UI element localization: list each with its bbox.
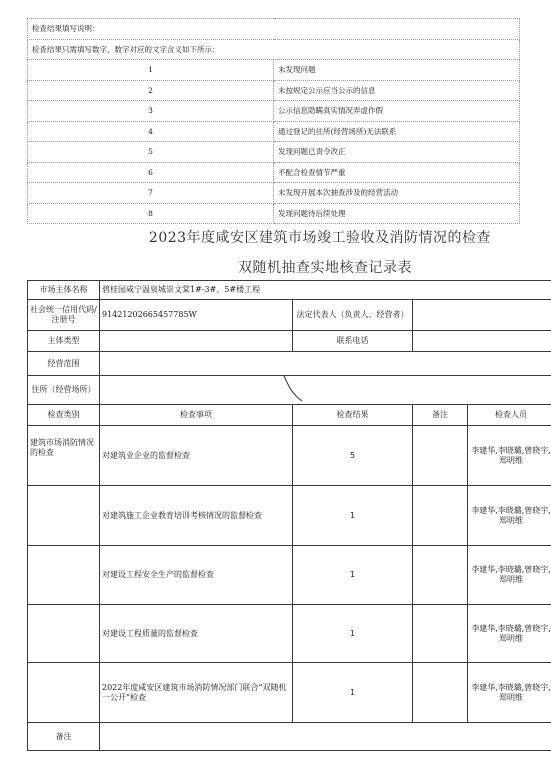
row-remark[interactable] (413, 426, 468, 486)
credit-value[interactable]: 91421202665457785W (100, 300, 293, 331)
record-table (27, 280, 551, 751)
type-label: 主体类型 (28, 331, 100, 352)
row-item: 对建筑施工企业教育培训考核情况的监督检查 (100, 486, 293, 546)
legal-value[interactable] (413, 300, 551, 331)
legend-code: 5 (28, 142, 274, 163)
row-result[interactable]: 1 (293, 546, 413, 605)
legend-text: 通过登记的住所(经营场所)无法联系 (274, 121, 520, 142)
scope-row (28, 352, 551, 376)
row-result[interactable]: 1 (293, 663, 413, 723)
credit-label: 社会统一信用代码/注册号 (28, 300, 100, 331)
row-item: 对建设工程安全生产的监督检查 (100, 546, 293, 605)
row-item: 对建筑业企业的监督检查 (100, 426, 293, 486)
legend-text: 未发现问题 (274, 60, 520, 81)
legend-text: 发现问题待后续处理 (274, 203, 520, 224)
row-remark[interactable] (413, 663, 468, 723)
legend-code: 1 (28, 60, 274, 81)
row-item: 2022年度咸安区建筑市场消防情况部门联合“双随机一公开”检查 (100, 663, 293, 723)
row-result[interactable]: 1 (293, 486, 413, 546)
row-inspector: 李建华,李晓璐,曾晓宇,郑明维 (468, 605, 551, 663)
legend-code: 3 (28, 101, 274, 122)
page-subtitle: 双随机抽查实地核查记录表 (238, 260, 412, 276)
row-remark[interactable] (413, 546, 468, 605)
table-row (28, 605, 551, 663)
row-remark[interactable] (413, 605, 468, 663)
legend-text: 公示信息隐瞒真实情况弄虚作假 (274, 101, 520, 122)
phone-label: 联系电话 (293, 331, 413, 352)
legend-text: 未按规定公示应当公示的信息 (274, 80, 520, 101)
row-inspector: 李建华,李晓璐,曾晓宇,郑明维 (468, 663, 551, 723)
phone-value[interactable] (413, 331, 551, 352)
legend-item (28, 60, 520, 81)
result-legend (27, 18, 520, 224)
page-title: 2023年度咸安区建筑市场竣工验收及消防情况的检查 (148, 230, 492, 246)
legend-code: 4 (28, 121, 274, 142)
legend-item (28, 183, 520, 204)
header-inspector: 检查人员 (468, 405, 551, 426)
table-row (28, 663, 551, 723)
legal-label: 法定代表人（负责人、经营者） (293, 300, 413, 331)
legend-item (28, 203, 520, 224)
legend-item (28, 101, 520, 122)
legend-item (28, 121, 520, 142)
legend-item (28, 142, 520, 163)
type-row (28, 331, 551, 352)
legend-intro-row (28, 19, 520, 40)
header-category: 检查类别 (28, 405, 100, 426)
handwritten-stroke-mark (280, 376, 320, 405)
row-category (28, 605, 100, 663)
footer-remark-label: 备注 (28, 723, 100, 751)
legend-intro-1: 检查结果填写说明： (28, 19, 520, 40)
row-category (28, 663, 100, 723)
subject-value[interactable]: 碧桂园咸宁温泉城崇文棠1#-3#、5#楼工程 (100, 281, 551, 300)
legend-intro-row (28, 39, 520, 60)
legend-item (28, 80, 520, 101)
row-category (28, 546, 100, 605)
row-inspector: 李建华,李晓璐,曾晓宇,郑明维 (468, 426, 551, 486)
row-item: 对建设工程质量的监督检查 (100, 605, 293, 663)
row-inspector: 李建华,李晓璐,曾晓宇,郑明维 (468, 486, 551, 546)
legend-code: 2 (28, 80, 274, 101)
legend-item (28, 162, 520, 183)
subject-label: 市场主体名称 (28, 281, 100, 300)
header-row (28, 405, 551, 426)
legend-text: 发现问题已责令改正 (274, 142, 520, 163)
scope-label: 经营范围 (28, 352, 100, 376)
address-value[interactable] (100, 376, 551, 405)
legend-code: 7 (28, 183, 274, 204)
row-inspector: 李建华,李晓璐,曾晓宇,郑明维 (468, 546, 551, 605)
legend-code: 6 (28, 162, 274, 183)
row-category (28, 486, 100, 546)
header-result: 检查结果 (293, 405, 413, 426)
header-item: 检查事项 (100, 405, 293, 426)
table-row (28, 546, 551, 605)
scope-value[interactable] (100, 352, 551, 376)
row-result[interactable]: 5 (293, 426, 413, 486)
legend-intro-2: 检查结果只需填写数字，数字对应的文字含义如下所示： (28, 39, 520, 60)
legend-text: 不配合检查情节严重 (274, 162, 520, 183)
subject-row (28, 281, 551, 300)
header-remark: 备注 (413, 405, 468, 426)
legend-code: 8 (28, 203, 274, 224)
credit-row (28, 300, 551, 331)
row-remark[interactable] (413, 486, 468, 546)
legend-text: 未发现开展本次抽查涉及的经营活动 (274, 183, 520, 204)
footer-remark-row (28, 723, 551, 751)
address-row (28, 376, 551, 405)
table-row (28, 426, 551, 486)
type-value[interactable] (100, 331, 293, 352)
address-label: 住所（经营场所） (28, 376, 100, 405)
row-result[interactable]: 1 (293, 605, 413, 663)
table-row (28, 486, 551, 546)
footer-remark-value[interactable] (100, 723, 551, 751)
row-category: 建筑市场消防情况的检查 (28, 426, 100, 486)
